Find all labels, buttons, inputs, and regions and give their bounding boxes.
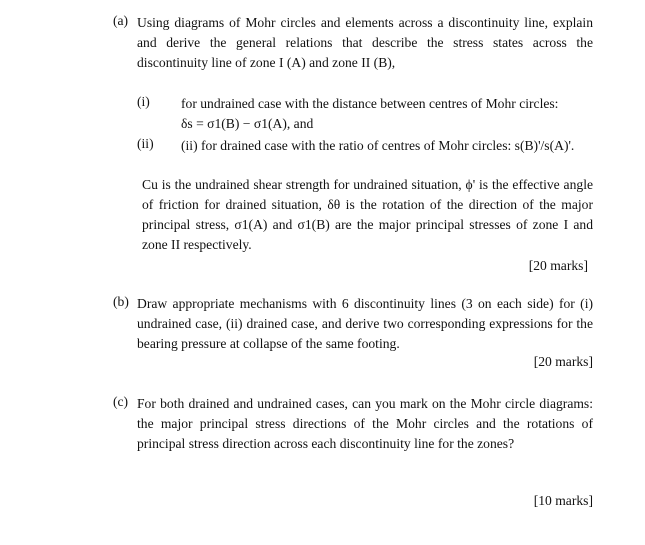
item-i-text: for undrained case with the distance between centres of Mohr circles: (181, 96, 559, 111)
part-c-marks: [10 marks] (533, 493, 593, 508)
part-a-text: Using diagrams of Mohr circles and elements across a discontinuity line, explain and derive the general relations that describe the stress states across the discontinuity line of zone I (A) and zone II (B), (137, 15, 593, 70)
part-c-text: For both drained and undrained cases, can you mark on the Mohr circle diagrams: the major principal stress directions of the Mohr circles and the rotations of principal stress direction across each discontinuity line for the zones? (137, 396, 593, 451)
item-i-formula: δs = σ1(B) − σ1(A), and (181, 116, 314, 131)
part-b-label: (b) (113, 294, 129, 309)
part-b-text: Draw appropriate mechanisms with 6 discontinuity lines (3 on each side) for (i) undrained case, (ii) drained case, and derive two corresponding expressions for the bearing pressure at collapse of the same footing. (137, 296, 593, 351)
part-a-label: (a) (113, 13, 129, 28)
part-a-note: Cu is the undrained shear strength for undrained situation, ϕ' is the effective angle of friction for drained situation, δθ is the rotation of the direction of the major principal stress, σ1(A) and σ1(B) are the major principal stresses of zone I and zone II respectively. (142, 177, 593, 252)
item-i-label: (i) (137, 94, 150, 109)
part-a-marks: [20 marks] (528, 258, 588, 273)
item-ii-text: (ii) for drained case with the ratio of centres of Mohr circles: s(B)'/s(A)'. (181, 138, 575, 153)
part-b-marks: [20 marks] (533, 354, 593, 369)
item-ii-label: (ii) (137, 136, 154, 151)
part-c-label: (c) (113, 394, 129, 409)
